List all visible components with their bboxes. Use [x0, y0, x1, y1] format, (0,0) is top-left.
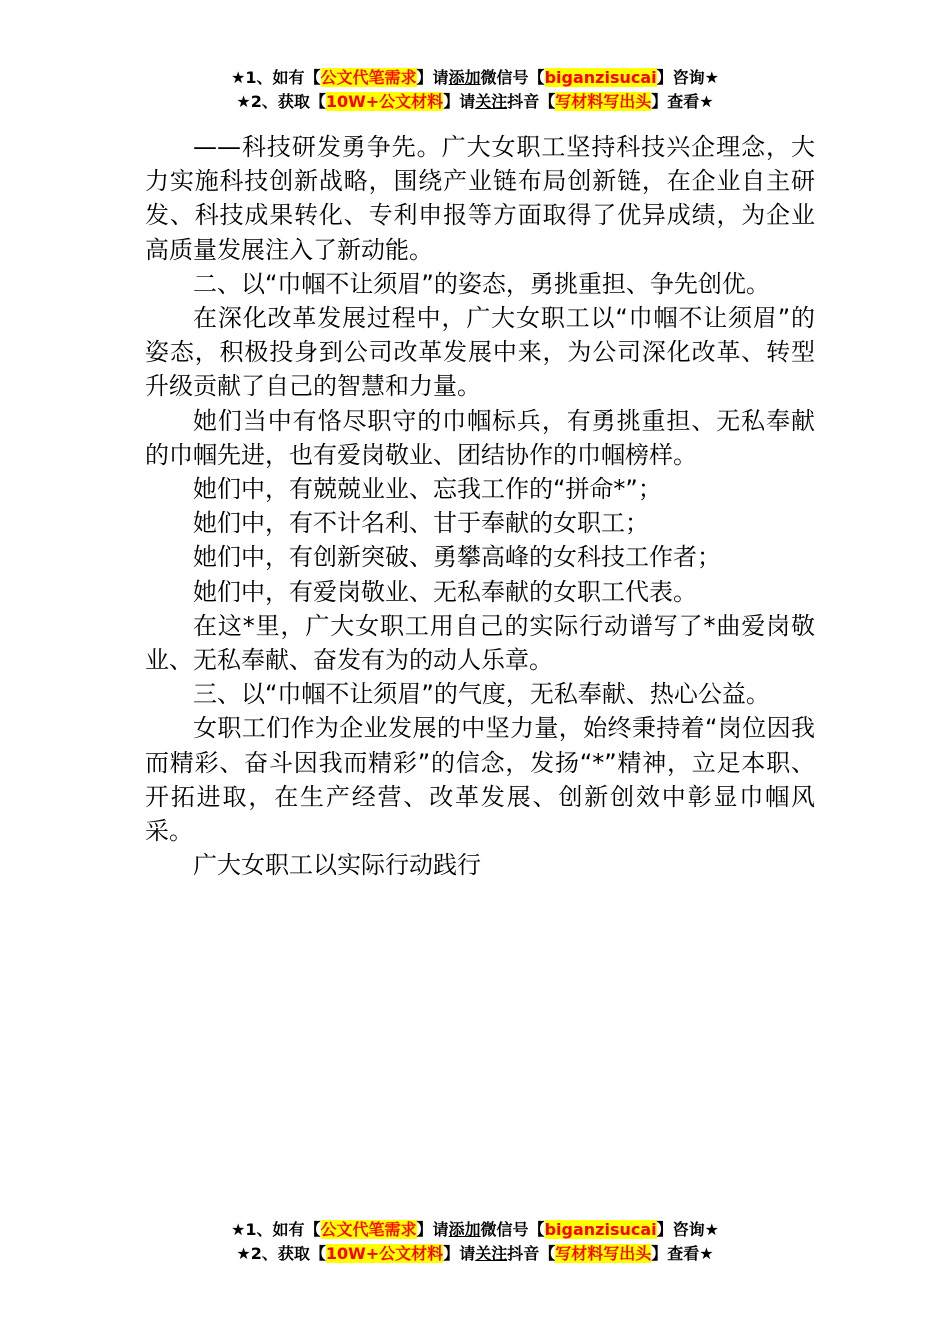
paragraph: 她们中，有爱岗敬业、无私奉献的女职工代表。 [193, 577, 697, 606]
banner-highlight: biganzisucai [544, 68, 657, 87]
banner-text: ★1、如有【 [231, 1220, 321, 1239]
paragraph: 她们中，有不计名利、甘于奉献的女职工； [193, 509, 649, 538]
banner-line-2 [0, 1242, 950, 1266]
footer-banner [0, 1218, 950, 1266]
banner-highlight: biganzisucai [544, 1220, 657, 1239]
banner-text: 抖音【 [507, 1244, 556, 1263]
banner-text: 微信号【 [480, 68, 545, 87]
banner-highlight: 10W+公文材料 [325, 92, 444, 111]
banner-underline: 关注 [475, 1244, 508, 1263]
banner-underline: 关注 [475, 92, 508, 111]
paragraph: 在深化改革发展过程中，广大女职工以“巾帼不让须眉”的姿态，积极投身到公司改革发展中来，为公司深化改革、转型升级贡献了自己的智慧和力量。 [145, 304, 815, 401]
banner-underline: 添加 [448, 68, 481, 87]
banner-text: 】查看★ [651, 1244, 714, 1263]
header-banner [0, 66, 950, 114]
banner-text: ★1、如有【 [231, 68, 321, 87]
section-heading-2: 二、以“巾帼不让须眉”的姿态，勇挑重担、争先创优。 [193, 269, 770, 298]
banner-highlight: 公文代笔需求 [320, 1220, 417, 1239]
banner-underline: 添加 [448, 1220, 481, 1239]
paragraph-tech-rd: ——科技研发勇争先。广大女职工坚持科技兴企理念，大力实施科技创新战略，围绕产业链布局创新链，在企业自主研发、科技成果转化、专利申报等方面取得了优异成绩，为企业高质量发展注入了新动能。 [145, 133, 815, 264]
banner-highlight: 写材料写出头 [555, 92, 652, 111]
paragraph: 她们中，有创新突破、勇攀高峰的女科技工作者； [193, 543, 721, 572]
document-body [145, 130, 815, 882]
banner-text: 】咨询★ [656, 1220, 719, 1239]
banner-text: 微信号【 [480, 1220, 545, 1239]
banner-text: 】请 [443, 1244, 476, 1263]
banner-highlight: 10W+公文材料 [325, 1244, 444, 1263]
banner-text: ★2、获取【 [236, 1244, 326, 1263]
banner-line-1 [0, 1218, 950, 1242]
banner-text: 抖音【 [507, 92, 556, 111]
banner-text: ★2、获取【 [236, 92, 326, 111]
banner-highlight: 公文代笔需求 [320, 68, 417, 87]
banner-line-1 [0, 66, 950, 90]
banner-text: 】查看★ [651, 92, 714, 111]
paragraph: 她们中，有兢兢业业、忘我工作的“拼命*”； [193, 475, 662, 504]
paragraph: 在这*里，广大女职工用自己的实际行动谱写了*曲爱岗敬业、无私奉献、奋发有为的动人乐章。 [145, 611, 815, 675]
paragraph: 她们当中有恪尽职守的巾帼标兵，有勇挑重担、无私奉献的巾帼先进，也有爱岗敬业、团结协作的巾帼榜样。 [145, 406, 815, 469]
banner-text: 】请 [416, 68, 449, 87]
banner-highlight: 写材料写出头 [555, 1244, 652, 1263]
paragraph: 女职工们作为企业发展的中坚力量，始终秉持着“岗位因我而精彩、奋斗因我而精彩”的信念，发扬“*”精神，立足本职、开拓进取，在生产经营、改革发展、创新创效中彰显巾帼风采。 [145, 714, 815, 846]
section-heading-3: 三、以“巾帼不让须眉”的气度，无私奉献、热心公益。 [193, 680, 770, 709]
banner-text: 】请 [416, 1220, 449, 1239]
banner-line-2 [0, 90, 950, 114]
banner-text: 】请 [443, 92, 476, 111]
paragraph: 广大女职工以实际行动践行 [193, 851, 481, 880]
banner-text: 】咨询★ [656, 68, 719, 87]
